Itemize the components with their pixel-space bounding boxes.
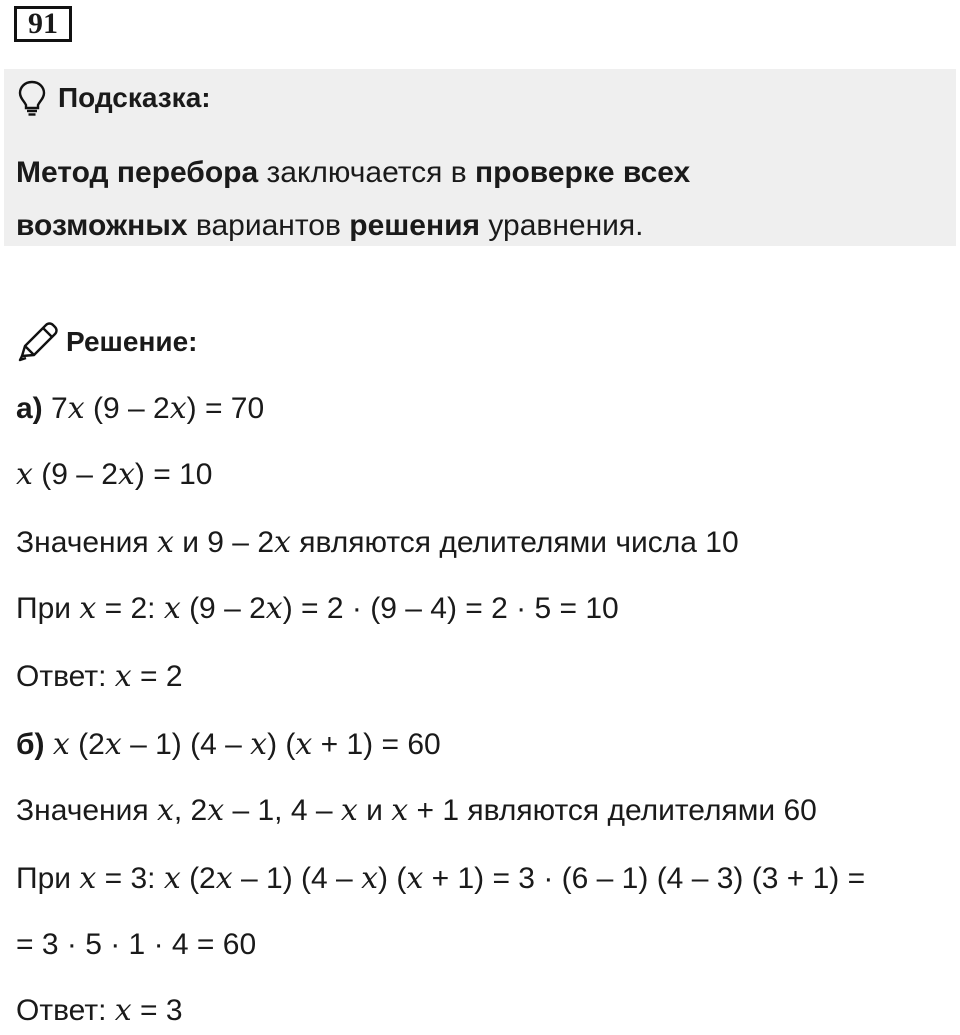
math-text: = 3	[131, 994, 183, 1027]
math-text: Ответ:	[16, 660, 115, 693]
solution-heading	[16, 320, 197, 364]
hint-bold-text: проверке всех	[475, 156, 691, 189]
solution-line	[16, 793, 817, 829]
variable-x: x	[156, 793, 174, 828]
math-text: + 1) = 3 · (6 – 1) (4 – 3) (3 + 1) =	[423, 862, 866, 895]
math-text: = 2	[131, 660, 183, 693]
math-text: + 1) = 60	[312, 728, 441, 761]
solution-line	[16, 861, 865, 897]
math-text: ) = 2 · (9 – 4) = 2 · 5 = 10	[282, 592, 619, 625]
solution-line	[16, 591, 619, 627]
math-text: (2	[180, 862, 216, 895]
solution-line	[16, 727, 441, 763]
math-text: ) (	[267, 728, 296, 761]
variable-x: x	[361, 861, 378, 896]
variable-x: x	[114, 993, 132, 1028]
pencil-icon	[16, 322, 60, 362]
variable-x: x	[265, 591, 283, 626]
math-text: и 9 – 2	[173, 526, 275, 559]
solution-title: Решение:	[66, 326, 198, 357]
solution-line	[16, 457, 212, 493]
variable-x: x	[114, 659, 132, 694]
math-text: (9 – 2	[32, 458, 118, 491]
item-label: а)	[16, 392, 43, 425]
lightbulb-icon	[16, 79, 48, 117]
math-text: = 2:	[96, 592, 164, 625]
math-text: , 2	[173, 794, 208, 827]
variable-x: x	[67, 391, 85, 426]
hint-title: Подсказка:	[58, 82, 211, 113]
variable-x: x	[274, 525, 291, 560]
math-text: (9 – 2	[180, 592, 266, 625]
math-text: = 3:	[96, 862, 164, 895]
math-text: ) (	[378, 862, 407, 895]
math-text	[45, 728, 53, 761]
math-text: При	[16, 862, 80, 895]
math-text: – 1) (4 –	[121, 728, 251, 761]
variable-x: x	[163, 861, 181, 896]
math-text: Ответ:	[16, 994, 115, 1027]
variable-x: x	[340, 793, 358, 828]
hint-text-run: уравнения.	[480, 209, 644, 242]
variable-x: x	[215, 861, 233, 896]
hint-bold-text: решения	[349, 209, 481, 242]
variable-x: x	[117, 457, 135, 492]
math-text: 7	[42, 392, 68, 425]
solution-line	[16, 927, 256, 963]
math-text: – 1, 4 –	[224, 794, 341, 827]
math-text: ) = 70	[186, 392, 265, 425]
math-text: – 1) (4 –	[232, 862, 362, 895]
hint-heading	[16, 78, 211, 118]
math-text: (2	[69, 728, 105, 761]
hint-bold-text: Метод перебора	[16, 156, 259, 189]
math-text: = 3 · 5 · 1 · 4 = 60	[16, 928, 257, 961]
solution-line	[16, 391, 264, 427]
math-text: Значения	[16, 526, 157, 559]
math-text: При	[16, 592, 80, 625]
solution-line	[16, 659, 183, 695]
variable-x: x	[250, 727, 268, 762]
variable-x: x	[406, 861, 424, 896]
math-text: являются делителями числа 10	[290, 526, 739, 559]
variable-x: x	[391, 793, 409, 828]
variable-x: x	[52, 727, 70, 762]
variable-x: x	[79, 591, 97, 626]
variable-x: x	[295, 727, 313, 762]
hint-bold-text: возможных	[16, 209, 188, 242]
hint-text-run: вариантов	[187, 209, 350, 242]
variable-x: x	[156, 525, 174, 560]
math-text: Значения	[16, 794, 157, 827]
math-text: + 1 являются делителями 60	[408, 794, 817, 827]
variable-x: x	[16, 457, 33, 492]
solution-line	[16, 993, 183, 1029]
item-label: б)	[16, 728, 45, 761]
variable-x: x	[104, 727, 122, 762]
variable-x: x	[79, 861, 97, 896]
variable-x: x	[169, 391, 187, 426]
variable-x: x	[207, 793, 225, 828]
math-text: и	[357, 794, 392, 827]
hint-text-run: заключается в	[258, 156, 476, 189]
hint-text	[16, 146, 936, 252]
math-text: (9 – 2	[84, 392, 170, 425]
math-text: ) = 10	[134, 458, 213, 491]
task-number: 91	[14, 6, 72, 42]
variable-x: x	[163, 591, 181, 626]
solution-line	[16, 525, 739, 561]
